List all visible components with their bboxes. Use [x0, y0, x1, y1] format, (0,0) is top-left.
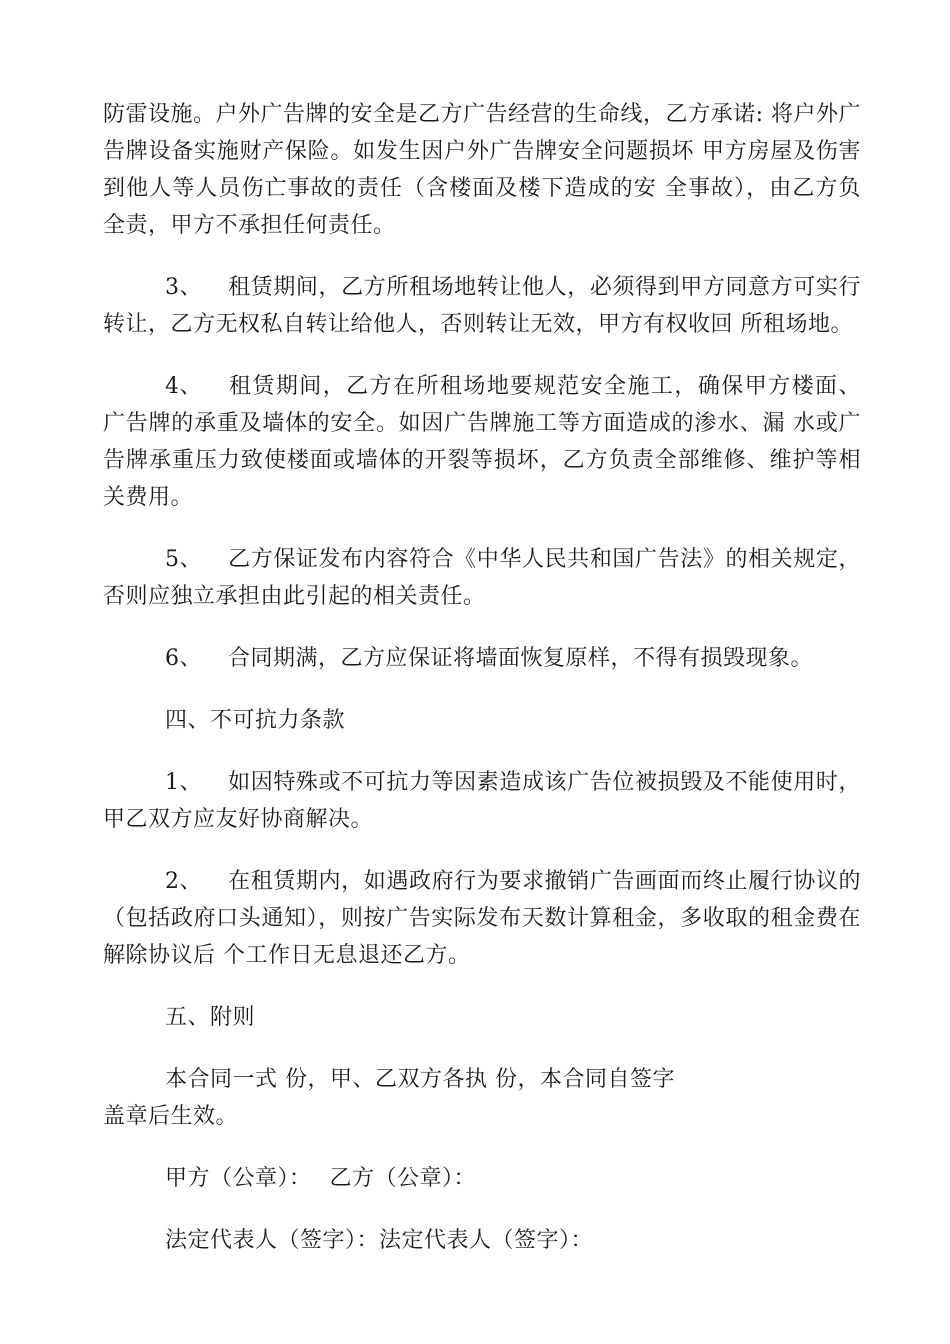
clause-text: 租赁期间，乙方在所租场地要规范安全施工，确保甲方楼面、 广告牌的承重及墙体的安全。如因广告牌施工等方面造成的渗水、漏 水或广告牌承重压力致使楼面或墙体的开裂等损坏，乙方负责全部维修、维护等相关费用。: [103, 374, 861, 510]
document-page: [103, 96, 861, 1284]
party-b-seal-label: 乙方（公章）：: [329, 1166, 477, 1191]
clause-text: 在租赁期内，如遇政府行为要求撤销广告画面而终止履行协议的（包括政府口头通知），则按广告实际发布天数计算租金，多收取的租金费在解除协议后 个工作日无息退还乙方。: [103, 869, 861, 968]
clause-4: [103, 368, 861, 516]
supplementary-paragraph: [103, 1061, 861, 1135]
clause-number: 6、: [165, 646, 202, 671]
clause-text: 如因特殊或不可抗力等因素造成该广告位被损毁及不能使用时，甲乙双方应友好协商解决。: [103, 770, 861, 832]
force-majeure-clause-2: [103, 863, 861, 974]
party-a-seal-label: 甲方（公章）：: [165, 1166, 312, 1191]
clause-5: [103, 541, 861, 615]
clause-number: 2、: [165, 869, 202, 894]
clause-number: 1、: [165, 770, 202, 795]
paragraph-continued: 防雷设施。户外广告牌的安全是乙方广告经营的生命线，乙方承诺: 将户外广告牌设备实施财产保险。如发生因户外广告牌安全问题损坏 甲方房屋及伤害到他人等人员伤亡事故的责任（含楼面及楼下造成的安 全事故），由乙方负全责，甲方不承担任何责任。: [103, 102, 861, 238]
clause-3: [103, 269, 861, 343]
supplementary-line-2: 盖章后生效。: [103, 1104, 239, 1129]
clause-number: 5、: [165, 547, 202, 572]
clause-text: 乙方保证发布内容符合《中华人民共和国广告法》的相关规定，否则应独立承担由此引起的相关责任。: [103, 547, 861, 609]
party-a-representative-label: 法定代表人（签字）：: [165, 1228, 380, 1253]
clause-6: [103, 640, 861, 677]
signature-representative-line: [103, 1222, 861, 1259]
supplementary-line-1: 本合同一式 份，甲、乙双方各执 份，本合同自签字: [165, 1067, 675, 1092]
signature-seal-line: [103, 1160, 861, 1197]
clause-number: 4、: [165, 374, 202, 399]
clause-number: 3、: [165, 275, 202, 300]
section-heading-force-majeure: 四、不可抗力条款: [165, 708, 346, 733]
section-heading-supplementary: 五、附则: [165, 1005, 256, 1030]
clause-text: 合同期满，乙方应保证将墙面恢复原样，不得有损毁现象。: [228, 646, 814, 671]
party-b-representative-label: 法定代表人（签字）：: [379, 1228, 594, 1253]
force-majeure-clause-1: [103, 764, 861, 838]
clause-text: 租赁期间，乙方所租场地转让他人，必须得到甲方同意方可实行转让，乙方无权私自转让给他人，否则转让无效，甲方有权收回 所租场地。: [103, 275, 861, 337]
